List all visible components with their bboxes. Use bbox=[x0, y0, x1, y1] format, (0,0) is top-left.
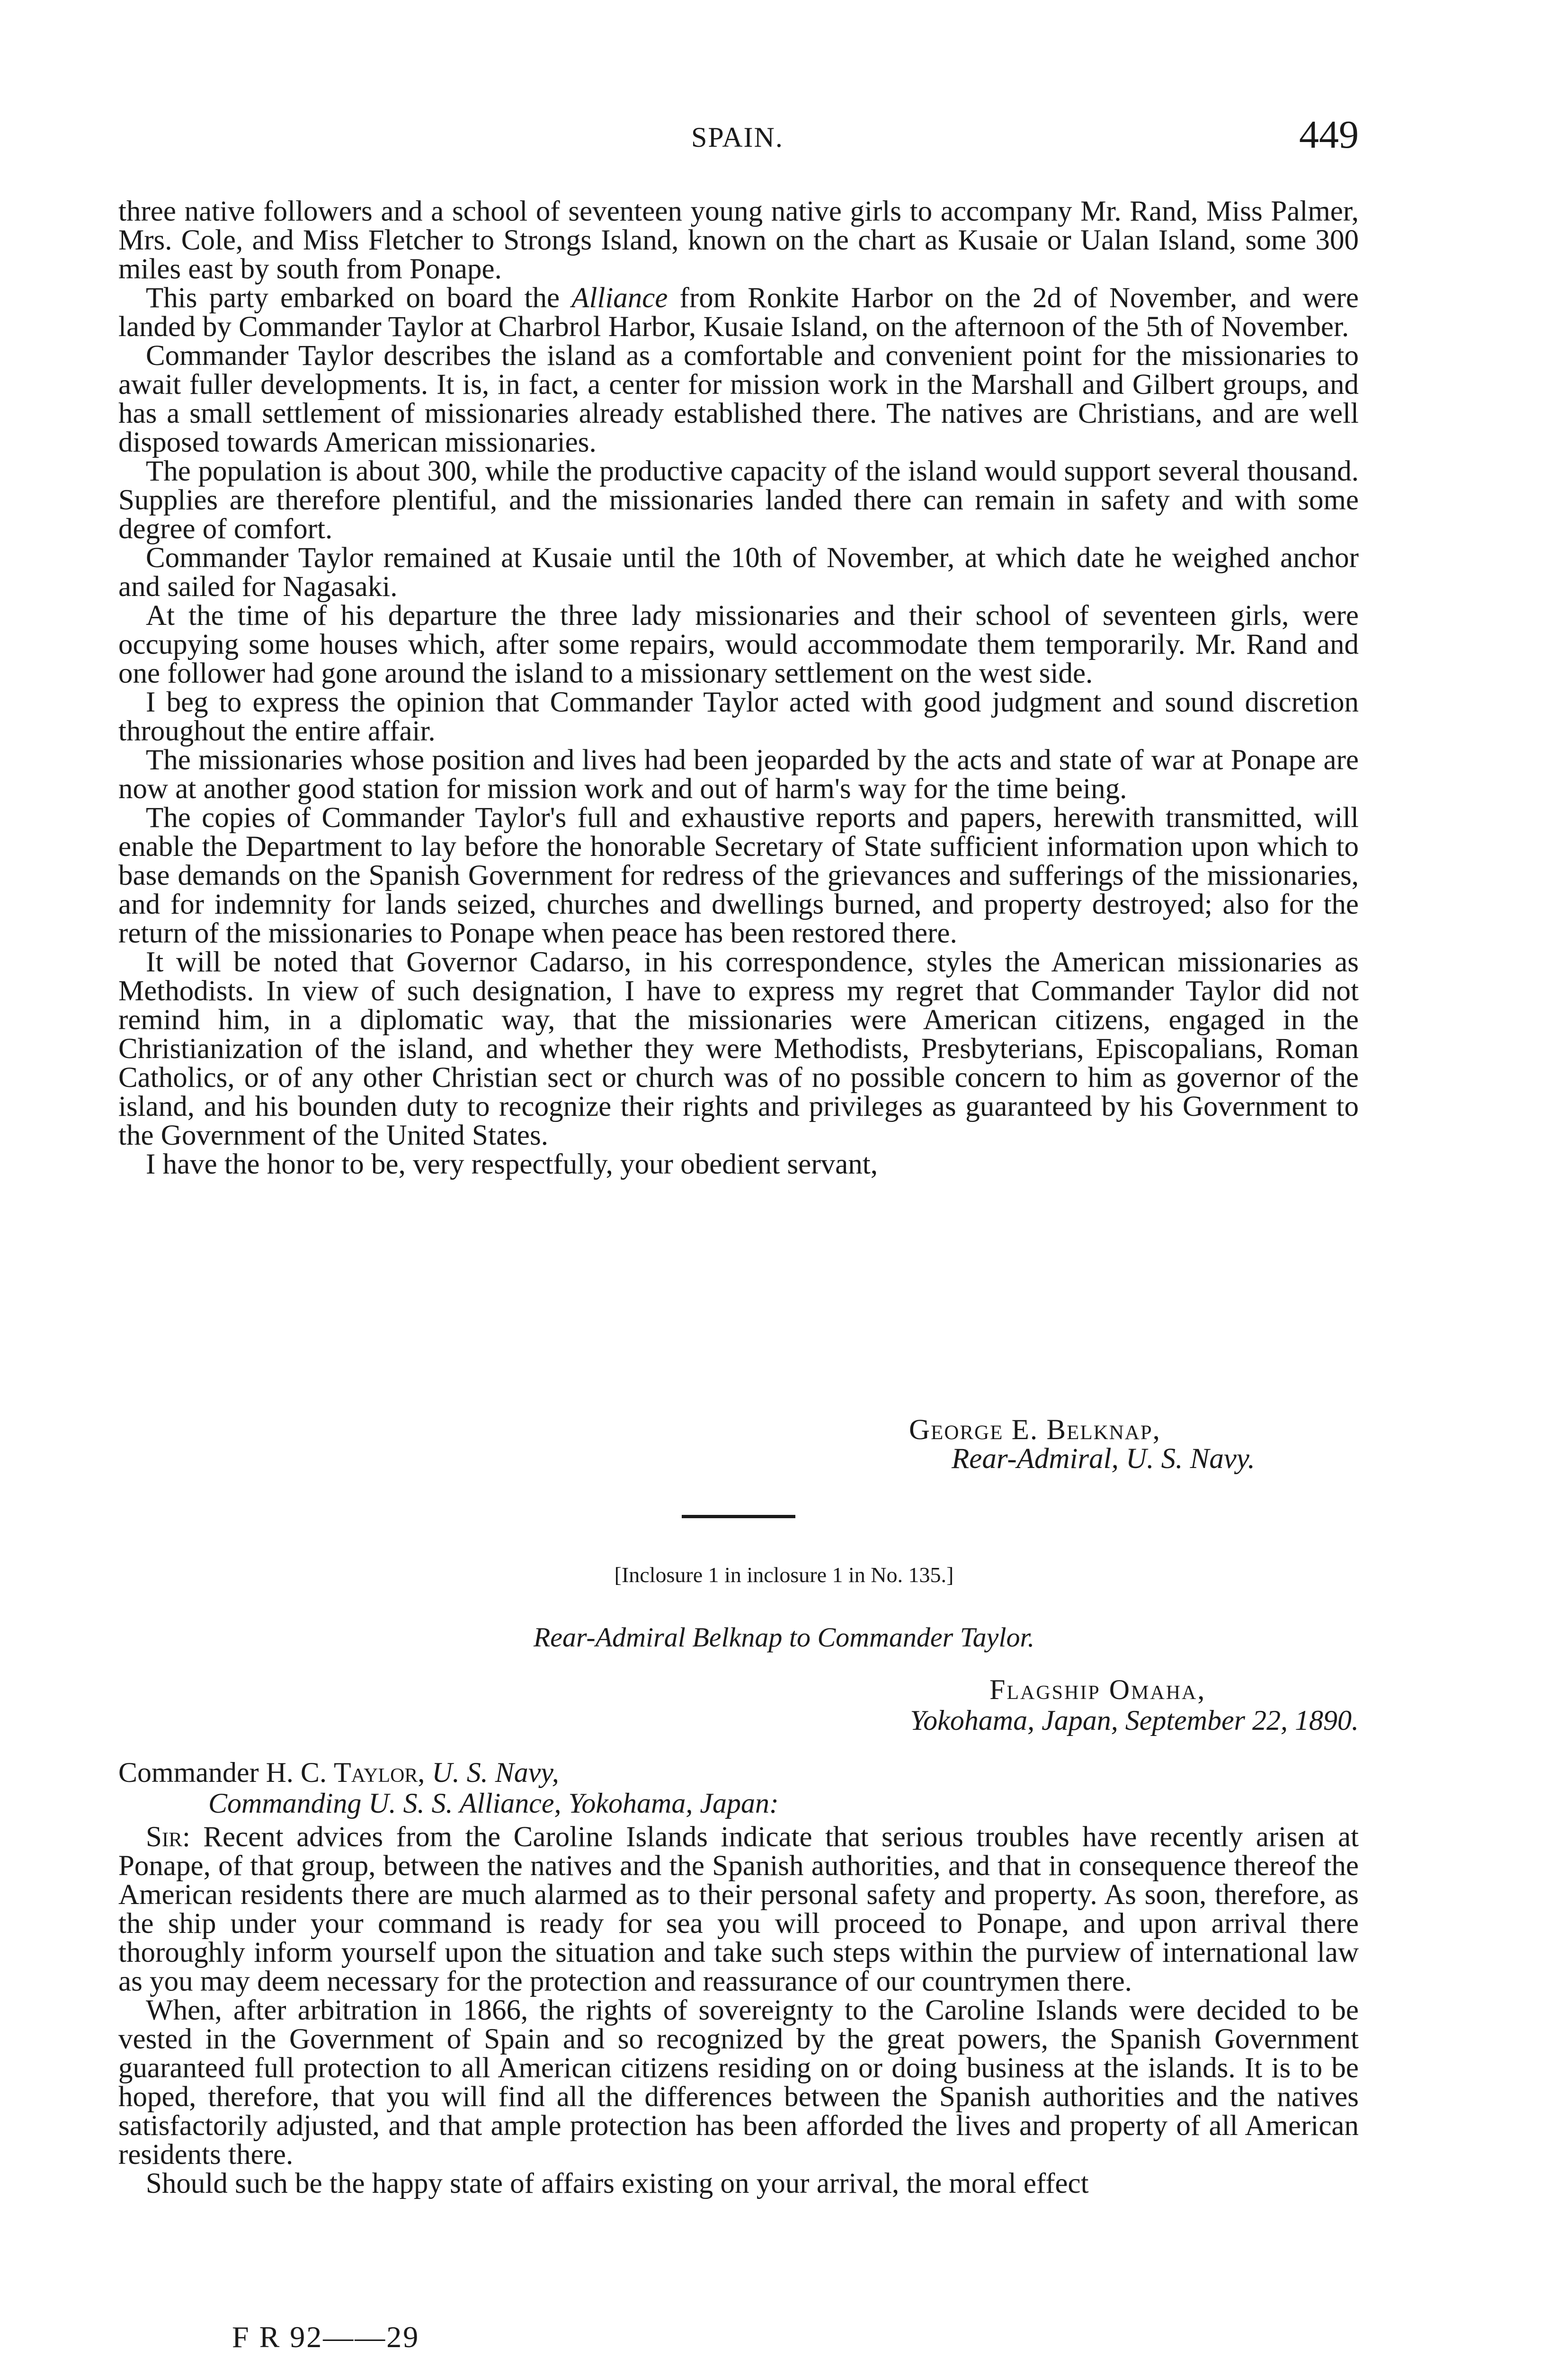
paragraph: The missionaries whose position and lives had been jeoparded by the acts and state of war at Ponape are now at another good station for mission work and out of harm's way for the time being. bbox=[118, 744, 1359, 805]
paragraph bbox=[118, 1823, 1359, 1996]
paragraph: The copies of Commander Taylor's full and exhaustive reports and papers, herewith transmitted, will enable the Department to lay before the honorable Secretary of State sufficient information upon which to base demands on the Spanish Government for redress of the grievances and sufferings of the missionaries, and for indemnity for lands seized, churches and dwellings burned, and property destroyed; also for the return of the missionaries to Ponape when peace has been restored there. bbox=[118, 802, 1359, 949]
paragraph: I beg to express the opinion that Commander Taylor acted with good judgment and sound discretion throughout the entire affair. bbox=[118, 686, 1359, 747]
paragraph-text: This party embarked on board the bbox=[146, 282, 572, 314]
addressee-rank: U. S. Navy, bbox=[432, 1757, 559, 1788]
paragraph: Commander Taylor describes the island as a comfortable and convenient point for the missionaries to await fuller developments. It is, in fact, a center for mission work in the Marshall and Gilbert groups, and has a small settlement of missionaries already established there. The natives are Christians, and are well disposed towards American missionaries. bbox=[118, 340, 1359, 458]
paragraph: It will be noted that Governor Cadarso, in his correspondence, styles the American missionaries as Methodists. In view of such designation, I have to express my regret that Commander Taylor did not remind him, in a diplomatic way, that the missionaries were American citizens, engaged in the Christianization of the island, and whether they were Methodists, Presbyterians, Episcopalians, Roman Catholics, or of any other Christian sect or church was of no possible concern to him as governor of the island, and his bounden duty to recognize their rights and privileges as guaranteed by his Government to the Government of the United States. bbox=[118, 946, 1359, 1151]
ship-name: Alliance bbox=[571, 282, 668, 314]
salutation: Sir bbox=[146, 1821, 182, 1853]
page-number: 449 bbox=[1299, 113, 1359, 157]
signature-name: George E. Belknap, bbox=[909, 1414, 1161, 1446]
running-head: SPAIN. bbox=[691, 122, 784, 153]
closing-line: I have the honor to be, very respectfully, your obedient servant, bbox=[146, 1148, 878, 1180]
paragraph: Commander Taylor remained at Kusaie until the 10th of November, at which date he weighed anchor and sailed for Nagasaki. bbox=[118, 542, 1359, 603]
addressee-comma: , bbox=[418, 1757, 432, 1788]
inclosure-label: [Inclosure 1 in inclosure 1 in No. 135.] bbox=[614, 1563, 954, 1587]
addressee-prefix: Commander H. C. bbox=[118, 1757, 334, 1788]
letter-date: Yokohama, Japan, September 22, 1890. bbox=[910, 1705, 1359, 1736]
inclosure-body bbox=[118, 1823, 1359, 2198]
section-divider bbox=[682, 1515, 795, 1518]
letter-location: Flagship Omaha, bbox=[989, 1674, 1206, 1705]
signature-title: Rear-Admiral, U. S. Navy. bbox=[952, 1443, 1255, 1475]
paragraph-text: from Ronkite Harbor on the 2d of November, and were landed by Commander Taylor at Charbrol Harbor, Kusaie Island, on the afternoon of the 5th of November. bbox=[118, 282, 1359, 343]
paragraph: When, after arbitration in 1866, the rights of sovereignty to the Caroline Islands were decided to be vested in the Government of Spain and so recognized by the great powers, the Spanish Government guaranteed full protection to all American citizens residing on or doing business at the islands. It is to be hoped, therefore, that you will find all the differences between the Spanish authorities and the natives satisfactorily adjusted, and that ample protection has been afforded the lives and property of all American residents there. bbox=[118, 1994, 1359, 2171]
addressee bbox=[118, 1756, 559, 1789]
paragraph: The population is about 300, while the productive capacity of the island would support several thousand. Supplies are therefore plentiful, and the missionaries landed there can remain in safety and with some degree of comfort. bbox=[118, 455, 1359, 545]
letter-body bbox=[118, 197, 1359, 1179]
paragraph bbox=[118, 284, 1359, 341]
paragraph: Should such be the happy state of affairs existing on your arrival, the moral effect bbox=[146, 2168, 1089, 2199]
paragraph: At the time of his departure the three lady missionaries and their school of seventeen girls, were occupying some houses which, after some repairs, would accommodate them temporarily. Mr. Rand and one follower had gone around the island to a missionary settlement on the west side. bbox=[118, 600, 1359, 689]
addressee-command: Commanding U. S. S. Alliance, Yokohama, Japan: bbox=[208, 1788, 779, 1819]
printer-signature-mark: F R 92——29 bbox=[232, 2320, 420, 2354]
addressee-name: Taylor bbox=[333, 1757, 418, 1788]
page-header bbox=[118, 112, 1359, 164]
letter-title: Rear-Admiral Belknap to Commander Taylor. bbox=[533, 1622, 1035, 1653]
paragraph-text: : Recent advices from the Caroline Islands indicate that serious troubles have recently arisen at Ponape, of that group, between the natives and the Spanish authorities, and that in consequence thereof the American residents there are much alarmed as to their personal safety and property. As soon, therefore, as the ship under your command is ready for sea you will proceed to Ponape, and upon arrival there thoroughly inform yourself upon the situation and take such steps within the purview of international law as you may deem necessary for the protection and reassurance of our countrymen there. bbox=[118, 1821, 1359, 1997]
paragraph: three native followers and a school of seventeen young native girls to accompany Mr. Rand, Miss Palmer, Mrs. Cole, and Miss Fletcher to Strongs Island, known on the chart as Kusaie or Ualan Island, some 300 miles east by south from Ponape. bbox=[118, 196, 1359, 285]
